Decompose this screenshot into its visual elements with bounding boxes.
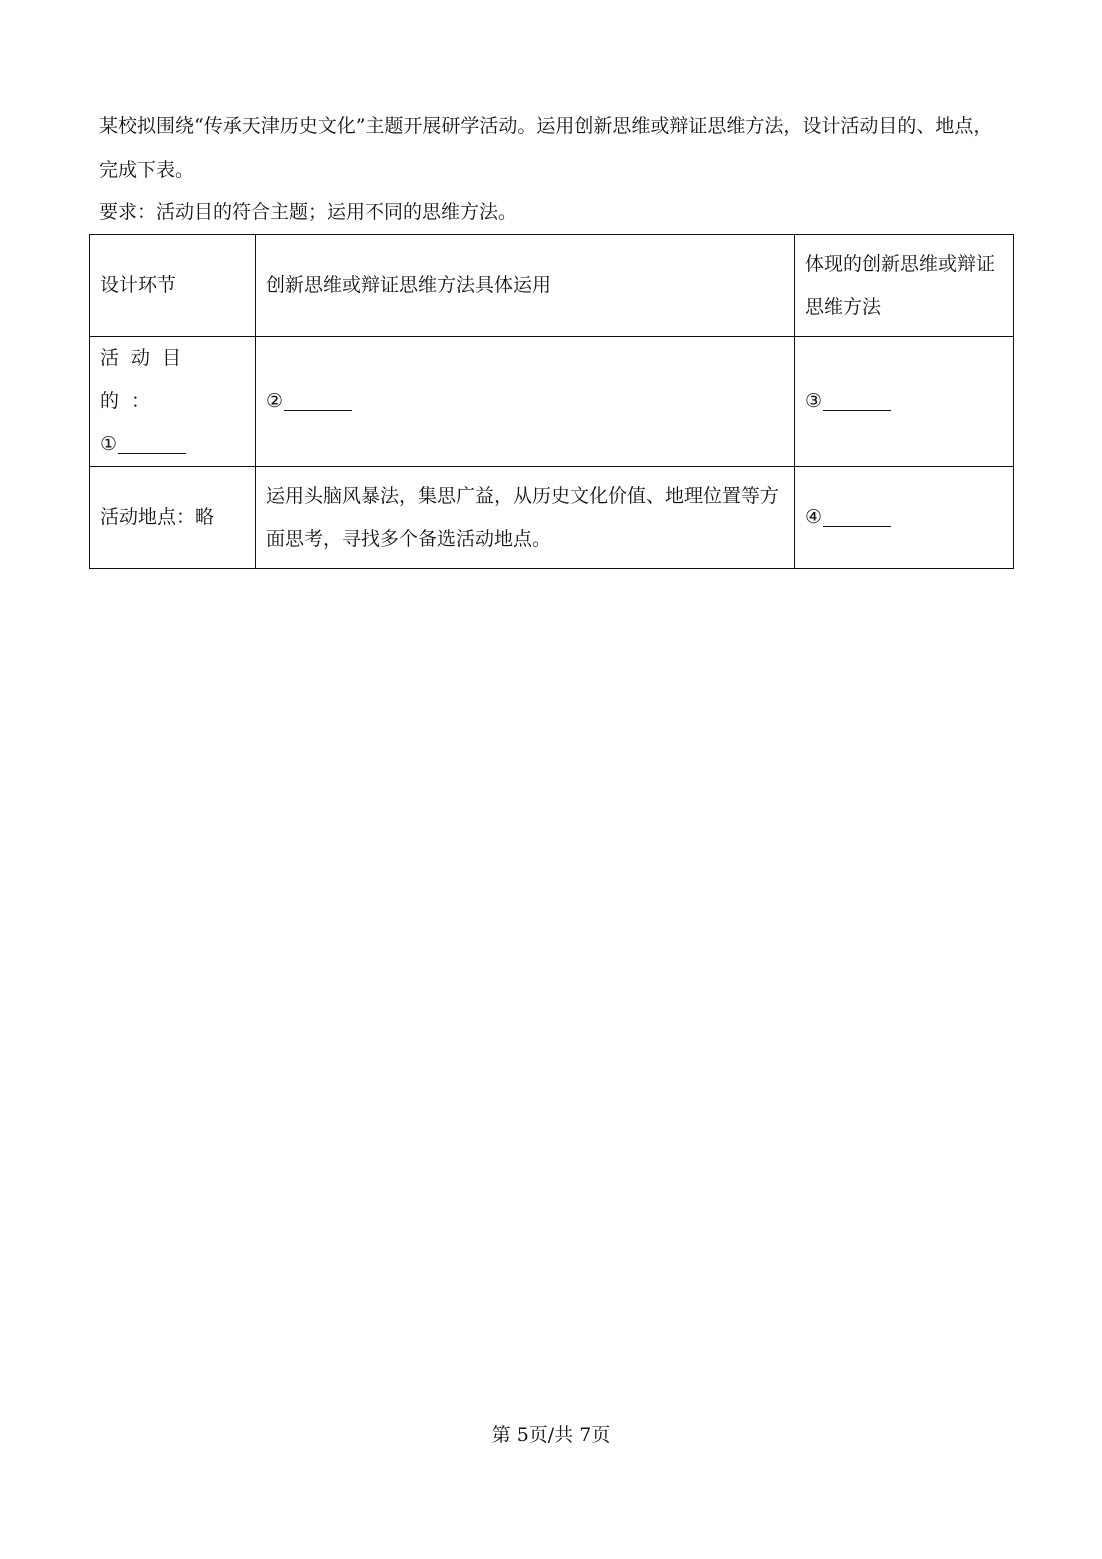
header-design-step: 设计环节: [90, 235, 256, 337]
table-header-row: [90, 235, 1014, 337]
activity-purpose-label: 活动目的：: [100, 347, 194, 412]
blank-1: ①: [100, 423, 245, 466]
header-method-application: 创新思维或辩证思维方法具体运用: [256, 235, 795, 337]
page-footer: 第 5页/共 7页: [491, 1424, 611, 1446]
design-table: [89, 234, 1014, 569]
cell-blank-4: ④: [795, 467, 1014, 569]
header-method-reflected: 体现的创新思维或辩证思维方法: [795, 235, 1014, 337]
table-row: [90, 337, 1014, 467]
cell-activity-location: 活动地点：略: [90, 467, 256, 569]
table-row: [90, 467, 1014, 569]
cell-blank-3: ③: [795, 337, 1014, 467]
cell-brainstorm-method: 运用头脑风暴法，集思广益，从历史文化价值、地理位置等方面思考，寻找多个备选活动地点。: [256, 467, 795, 569]
question-requirement: 要求：活动目的符合主题；运用不同的思维方法。: [99, 201, 518, 223]
cell-activity-purpose: [90, 337, 256, 467]
question-intro: 某校拟围绕“传承天津历史文化”主题开展研学活动。运用创新思维或辩证思维方法，设计活动目的、地点，完成下表。: [99, 115, 993, 181]
cell-blank-2: ②: [256, 337, 795, 467]
